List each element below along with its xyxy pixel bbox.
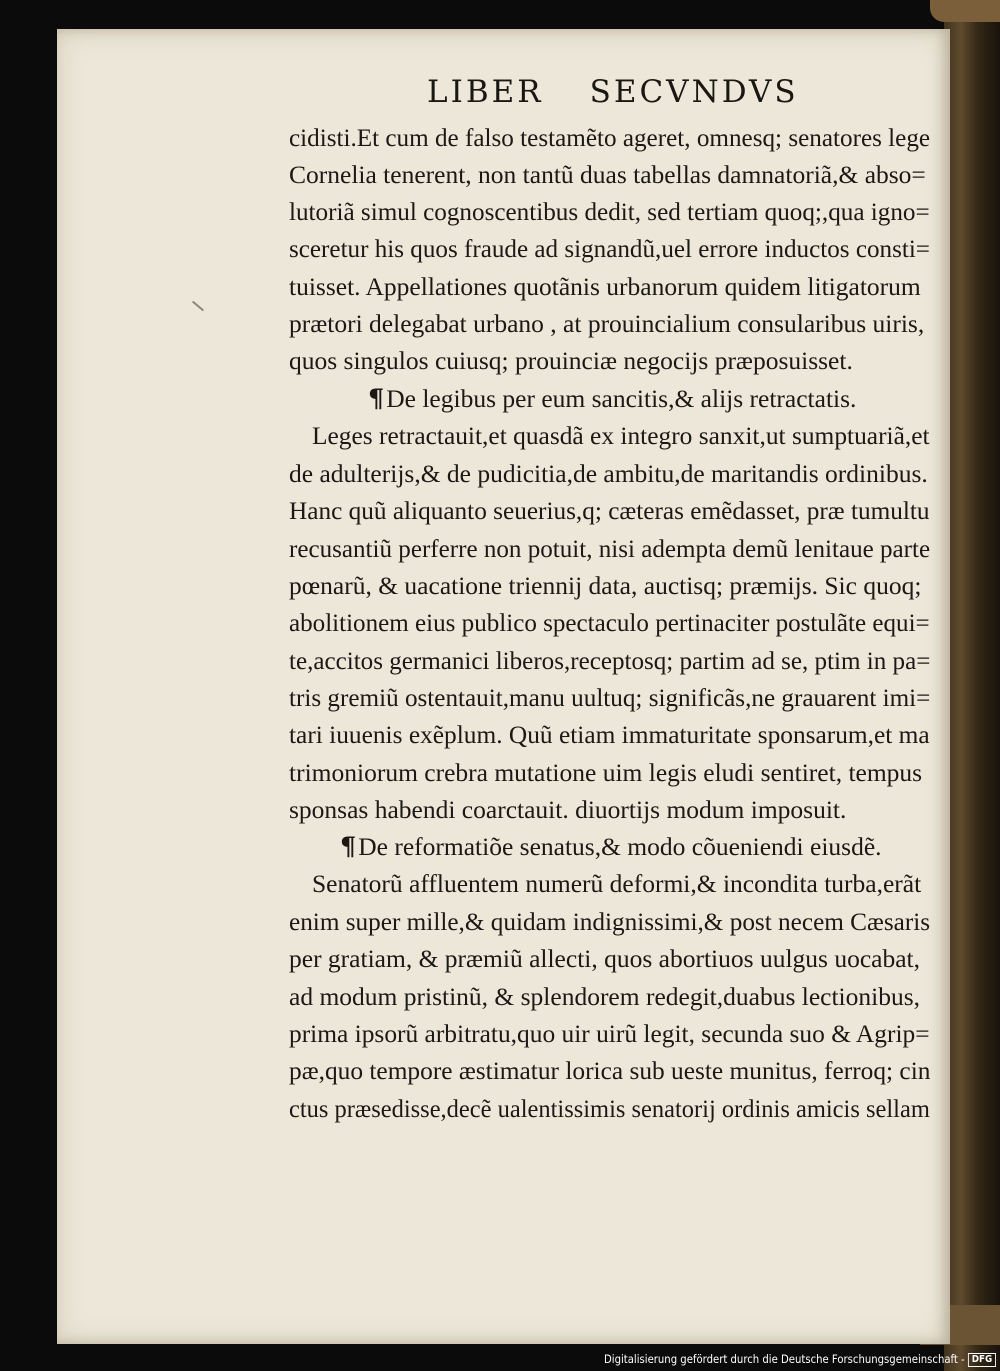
running-head-left: LIBER	[427, 74, 544, 110]
text-line: recusantiũ perferre non potuit, nisi adempta demũ lenitaue parte	[289, 534, 931, 563]
text-line: sponsas habendi coarctauit. diuortijs modum imposuit.	[289, 795, 847, 824]
text-line: Senatorũ affluentem numerũ deformi,& incondita turba,erãt	[312, 869, 922, 898]
section-heading-text: De reformatiõe senatus,& modo cõueniendi eiusdẽ.	[358, 832, 882, 861]
pilcrow-icon: ¶	[368, 384, 385, 414]
text-line: tris gremiũ ostentauit,manu uultuq; significãs,ne grauarent imi=	[289, 683, 931, 712]
footer-credit	[604, 1352, 996, 1367]
section-heading-text: De legibus per eum sancitis,& alijs retractatis.	[386, 384, 857, 413]
pilcrow-icon: ¶	[340, 832, 357, 862]
text-line: cidisti.Et cum de falso testamẽto ageret, omnesq; senatores lege	[289, 123, 931, 152]
text-line: Cornelia tenerent, non tantũ duas tabellas damnatoriã,& abso=	[289, 160, 926, 189]
book-corner-top	[930, 0, 1000, 22]
text-line: trimoniorum crebra mutatione uim legis eludi sentiret, tempus	[289, 758, 923, 787]
book-edge	[944, 0, 1000, 1371]
text-line: de adulterijs,& de pudicitia,de ambitu,de maritandis ordinibus.	[289, 459, 928, 488]
text-line: quos singulos cuiusq; prouinciæ negocijs præposuisset.	[289, 346, 853, 375]
text-line: ctus præsedisse,decẽ ualentissimis senatorij ordinis amicis sellam	[289, 1094, 930, 1123]
section-heading	[340, 834, 882, 861]
running-head	[427, 74, 799, 110]
text-line: ad modum pristinũ, & splendorem redegit,duabus lectionibus,	[289, 982, 921, 1011]
text-line: enim super mille,& quidam indignissimi,& post necem Cæsaris	[289, 907, 931, 936]
section-heading	[368, 386, 856, 413]
text-line: Hanc quũ aliquanto seuerius,q; cæteras emẽdasset, præ tumultu	[289, 496, 930, 525]
text-line: tari iuuenis exẽplum. Quũ etiam immaturitate sponsarum,et ma	[289, 720, 930, 749]
dfg-logo: DFG	[968, 1353, 995, 1367]
text-line: Leges retractauit,et quasdã ex integro sanxit,ut sumptuariã,et	[312, 421, 930, 450]
running-head-right: SECVNDVS	[589, 74, 799, 110]
text-line: prætori delegabat urbano , at prouincialium consularibus uiris,	[289, 309, 925, 338]
text-line: lutoriã simul cognoscentibus dedit, sed tertiam quoq;,qua igno=	[289, 197, 930, 226]
text-line: sceretur his quos fraude ad signandũ,uel errore inductos consti=	[289, 234, 930, 263]
text-line: te,accitos germanici liberos,receptosq; partim ad se, ptim in pa=	[289, 646, 931, 675]
text-line: prima ipsorũ arbitratu,quo uir uirũ legit, secunda suo & Agrip=	[289, 1019, 930, 1048]
text-line: tuisset. Appellationes quotãnis urbanorum quidem litigatorum	[289, 272, 921, 301]
footer-text: Digitalisierung gefördert durch die Deutsche Forschungsgemeinschaft -	[604, 1352, 965, 1366]
text-line: pæ,quo tempore æstimatur lorica sub ueste munitus, ferroq; cin	[289, 1056, 931, 1085]
text-line: pœnarũ, & uacatione triennij data, auctisq; præmijs. Sic quoq;	[289, 571, 922, 600]
text-line: abolitionem eius publico spectaculo pertinaciter postulãte equi=	[289, 608, 930, 637]
text-line: per gratiam, & præmiũ allecti, quos abortiuos uulgus uocabat,	[289, 944, 920, 973]
